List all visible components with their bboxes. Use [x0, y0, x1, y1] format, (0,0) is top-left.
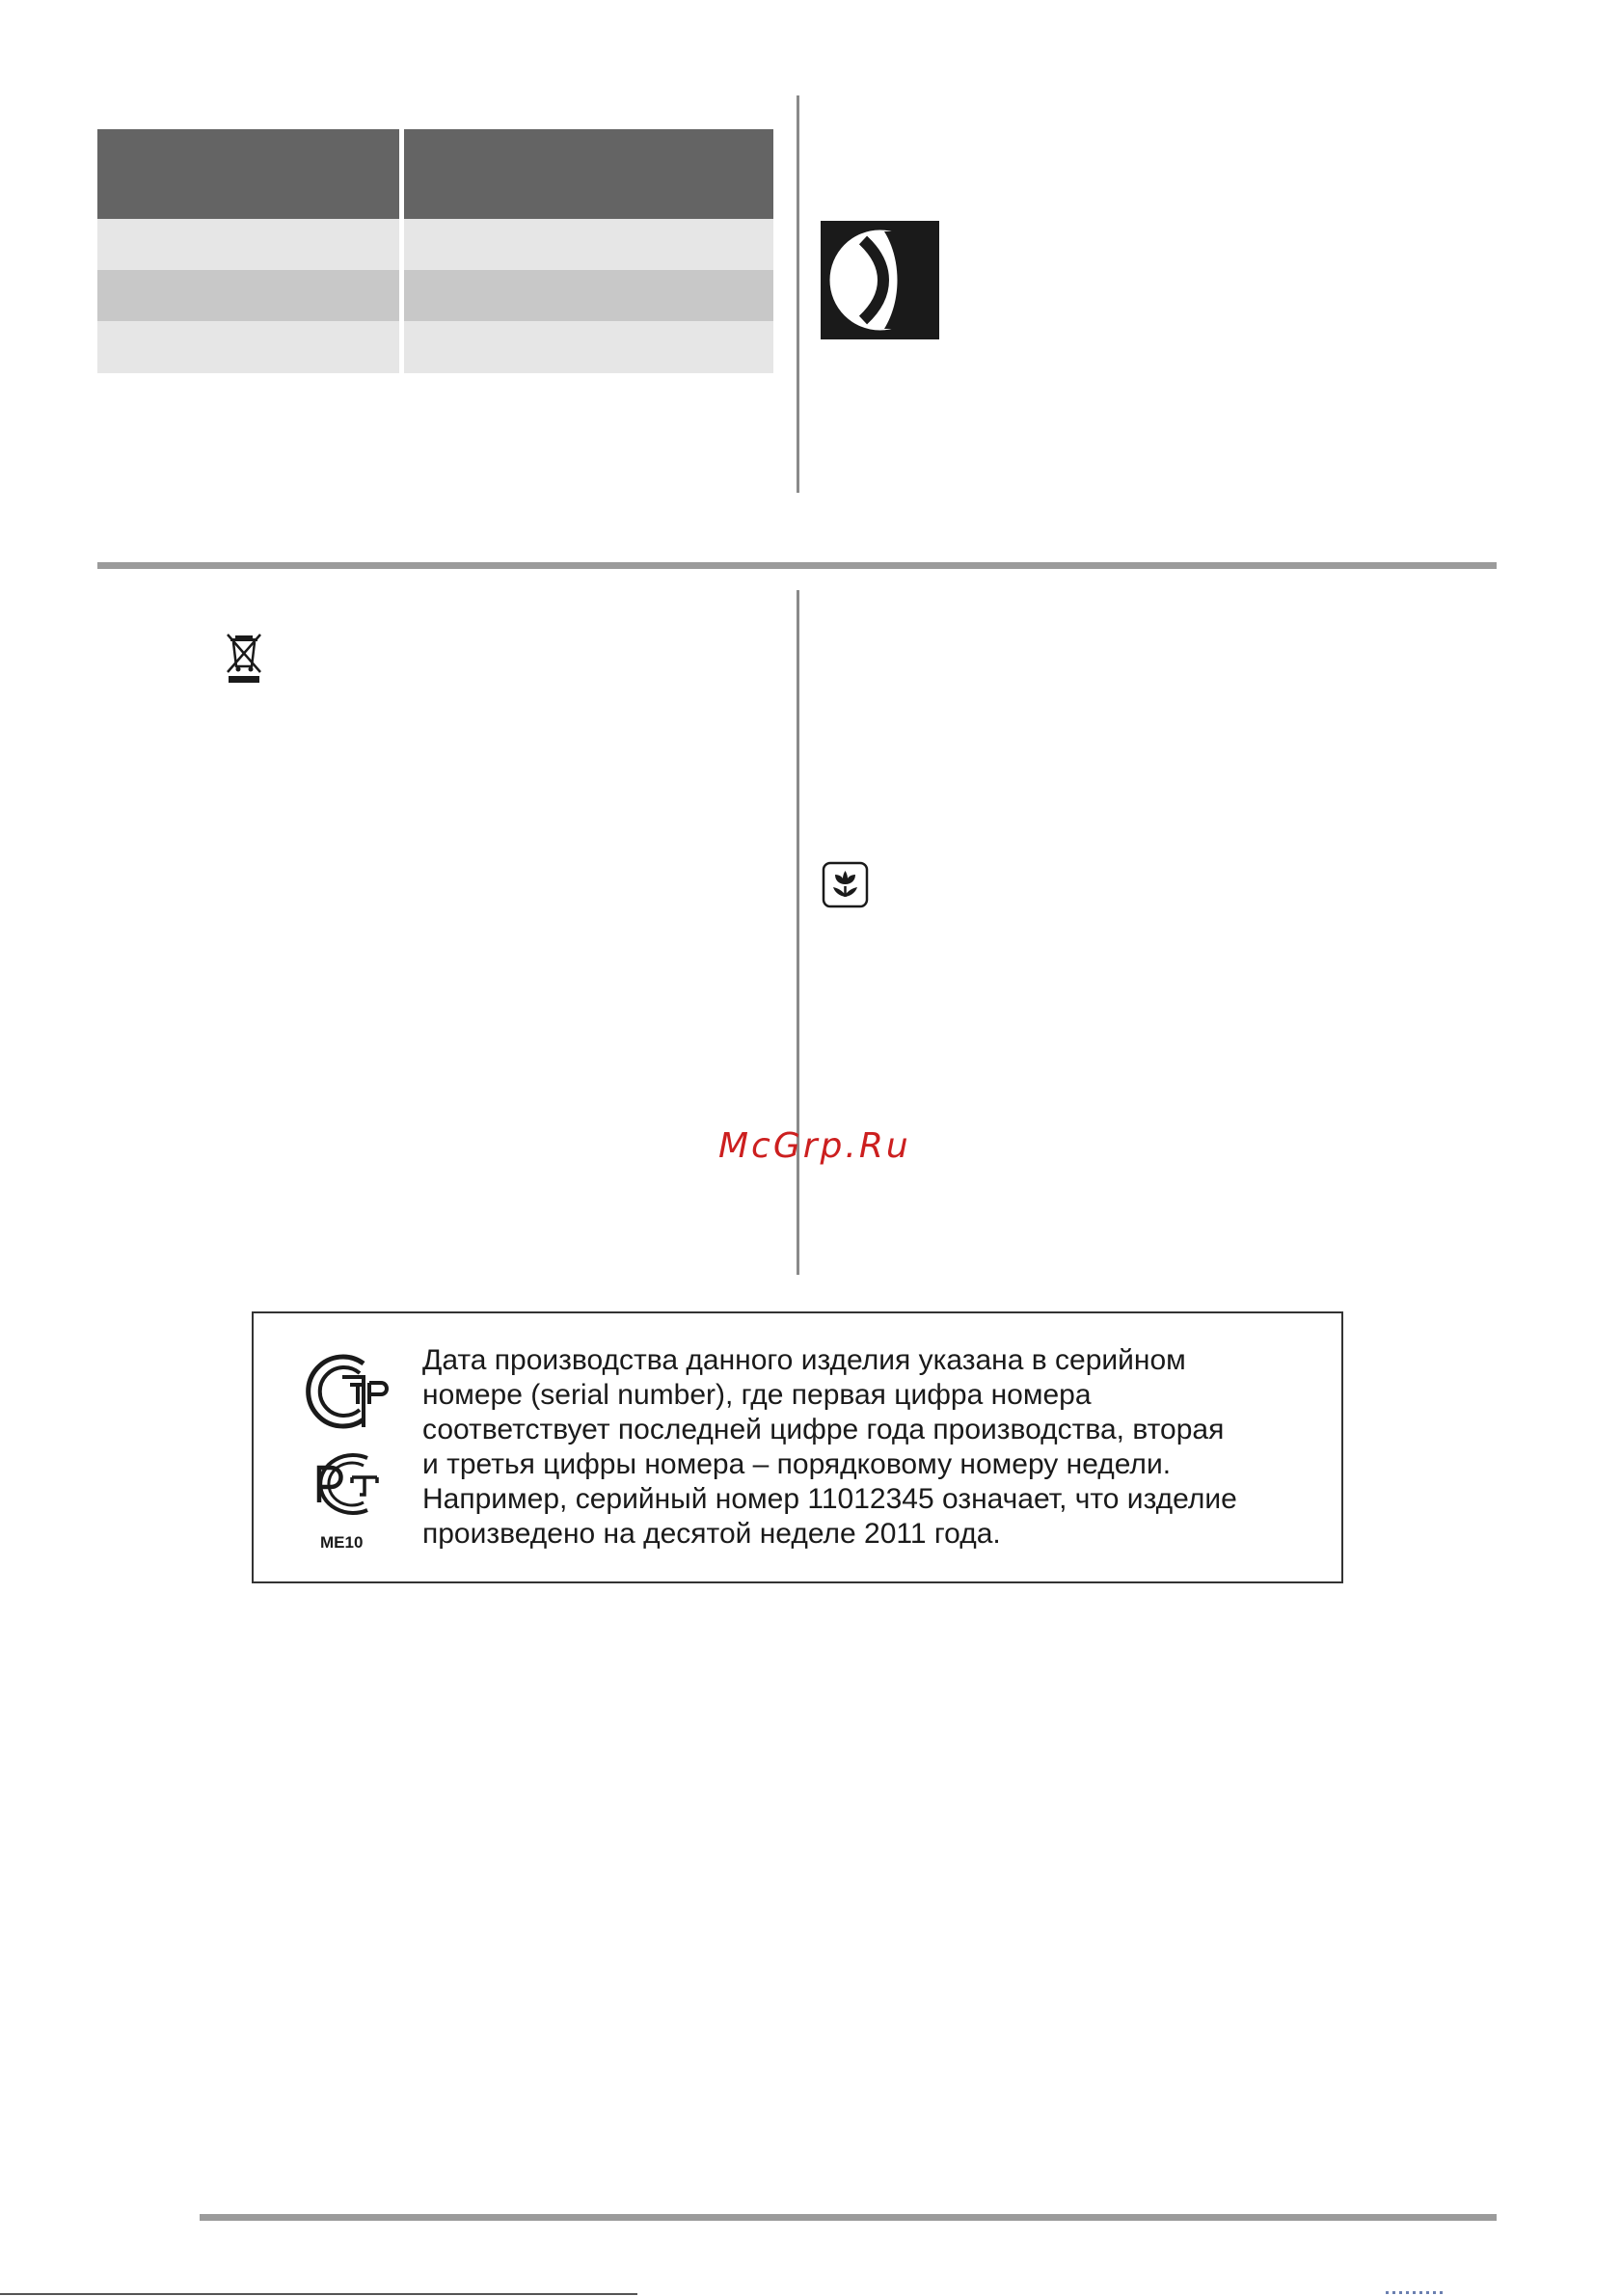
certification-code: ME10: [320, 1533, 364, 1552]
note-line: Например, серийный номер 11012345 означает, что изделие: [422, 1483, 1237, 1515]
crossed-bin-icon: [223, 632, 265, 684]
table-header-row: [97, 129, 773, 219]
table-cell: [97, 321, 399, 373]
watermark: McGrp.Ru: [718, 1126, 911, 1166]
table-header-cell: [404, 129, 773, 219]
table-cell: [404, 321, 773, 373]
certification-box: [252, 1311, 1343, 1583]
electrolux-logo: [821, 221, 939, 339]
table-header-cell: [97, 129, 399, 219]
table-cell: [404, 270, 773, 321]
table-cell: [97, 270, 399, 321]
footer-divider: [200, 2214, 1497, 2221]
note-line: номере (serial number), где первая цифра номера: [422, 1379, 1092, 1411]
page-bottom-marks: [1386, 2291, 1444, 2294]
spec-table: [97, 129, 773, 373]
table-row: [97, 270, 773, 321]
section-divider: [97, 562, 1497, 569]
column-divider-top: [797, 95, 799, 493]
note-line: произведено на десятой неделе 2011 года.: [422, 1518, 1001, 1550]
table-cell: [404, 219, 773, 270]
note-line: и третья цифры номера – порядковому номеру недели.: [422, 1448, 1172, 1480]
page-bottom-edge: [0, 2293, 637, 2295]
rst-certification-mark: [296, 1448, 396, 1520]
column-divider-bottom: [797, 590, 799, 1275]
note-line: соответствует последней цифре года производства, вторая: [422, 1414, 1225, 1445]
production-date-note: [422, 1343, 1329, 1552]
eac-certification-mark: [296, 1350, 396, 1433]
table-row: [97, 321, 773, 373]
flower-icon: [822, 861, 869, 908]
table-cell: [97, 219, 399, 270]
note-line: Дата производства данного изделия указана в серийном: [422, 1344, 1186, 1376]
table-row: [97, 219, 773, 270]
